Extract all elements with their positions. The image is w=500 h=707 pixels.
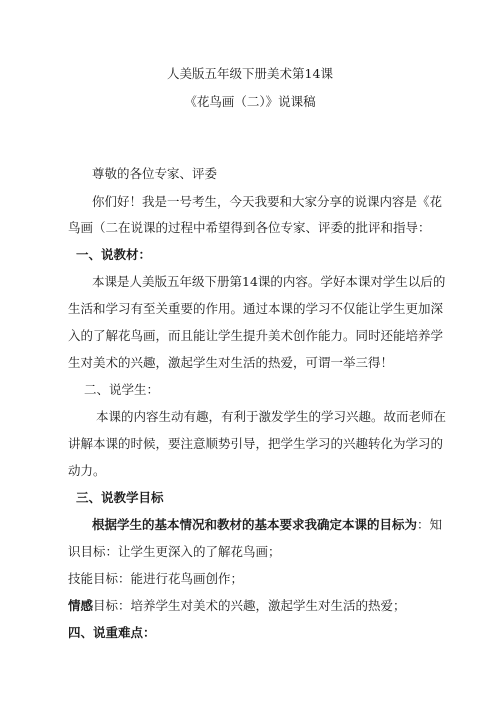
section3-line1-rest: ：知 <box>417 517 443 532</box>
doc-title-line1: 人美版五年级下册美术第14课 <box>167 66 333 81</box>
greeting: 尊敬的各位专家、评委 <box>92 166 218 181</box>
section-heading-1: 一、说教材： <box>76 247 152 262</box>
section1-line2: 生活和学习有至关重要的作用。通过本课的学习不仅能让学生更加深 <box>68 301 444 316</box>
emotion-goal-bold: 情感 <box>68 598 94 613</box>
section-heading-3: 三、说教学目标 <box>76 490 164 505</box>
intro-line1: 你们好！我是一号考生，今天我要和大家分享的说课内容是《花 <box>92 194 443 209</box>
section2-line1: 本课的内容生动有趣，有利于激发学生的学习兴趣。故而老师在 <box>96 409 447 424</box>
section1-line1: 本课是人美版五年级下册第14课的内容。学好本课对学生以后的 <box>92 274 446 289</box>
section-heading-4: 四、说重难点： <box>68 625 156 640</box>
skill-goal-line: 技能目标：能进行花鸟画创作； <box>68 571 244 586</box>
section-heading-2: 二、说学生： <box>84 382 160 397</box>
section3-line2: 识目标：让学生更深入的了解花鸟画； <box>68 544 281 559</box>
emotion-goal-line <box>68 598 406 614</box>
section1-line3: 入的了解花鸟画，而且能让学生提升美术创作能力。同时还能培养学 <box>68 328 444 343</box>
section3-line1 <box>92 517 442 533</box>
section1-line4: 生对美术的兴趣，激起学生对生活的热爱，可谓一举三得！ <box>68 355 394 370</box>
section2-line3: 动力。 <box>68 463 106 478</box>
intro-line2: 鸟画（二在说课的过程中希望得到各位专家、评委的批评和指导： <box>68 220 431 235</box>
emotion-goal-rest: 目标：培养学生对美术的兴趣，激起学生对生活的热爱； <box>93 598 406 613</box>
doc-title-line2: 《花鸟画（二）》说课稿 <box>184 94 316 109</box>
section3-line1-bold: 根据学生的基本情况和教材的基本要求我确定本课的目标为 <box>92 517 418 532</box>
section2-line2: 讲解本课的时候，要注意顺势引导，把学生学习的兴趣转化为学习的 <box>68 436 444 451</box>
